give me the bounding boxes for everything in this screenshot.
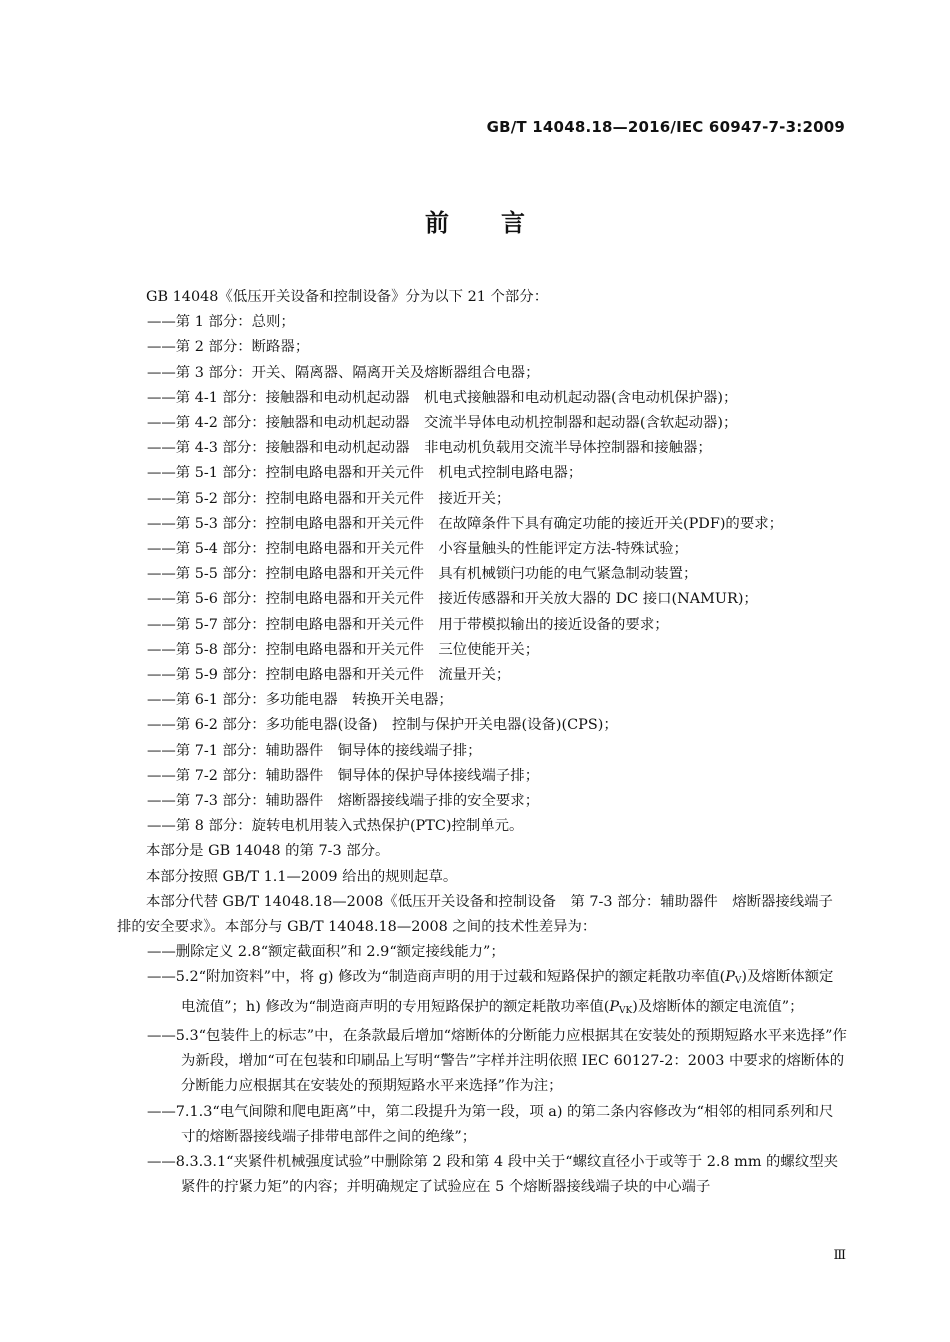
- part-text: 第 5-7 部分：控制电路电器和开关元件 用于带模拟输出的接近设备的要求；: [175, 616, 669, 633]
- part-item: ——第 8 部分：旋转电机用装入式热保护(PTC)控制单元。: [147, 818, 524, 835]
- part-item: ——第 1 部分：总则；: [147, 314, 295, 331]
- part-text: 第 5-1 部分：控制电路电器和开关元件 机电式控制电路电器；: [175, 465, 583, 482]
- part-item: ——第 7-3 部分：辅助器件 熔断器接线端子排的安全要求；: [147, 793, 540, 810]
- part-text: 第 5-3 部分：控制电路电器和开关元件 在故障条件下具有确定功能的接近开关(PDF)的要求；: [175, 515, 783, 532]
- foreword-body: [117, 285, 847, 1200]
- change-item: ——删除定义 2.8“额定截面积”和 2.9“额定接线能力”；: [147, 944, 505, 961]
- part-item: ——第 5-7 部分：控制电路电器和开关元件 用于带模拟输出的接近设备的要求；: [147, 616, 669, 633]
- change-text: 5.2“附加资料”中，将 g) 修改为“制造商声明的用于过载和短路保护的额定耗散功率值(: [175, 969, 726, 986]
- statement-part: 本部分是 GB 14048 的第 7-3 部分。: [146, 843, 390, 860]
- part-item: ——第 5-2 部分：控制电路电器和开关元件 接近开关；: [147, 490, 511, 507]
- symbol-p: P: [725, 969, 735, 986]
- part-item: ——第 5-1 部分：控制电路电器和开关元件 机电式控制电路电器；: [147, 465, 583, 482]
- change-text: )及熔断体额定电流值”；h) 修改为“制造商声明的专用短路保护的额定耗散功率值(: [181, 969, 834, 1015]
- page-title: 前言: [425, 209, 577, 237]
- change-item: ——5.2“附加资料”中，将 g) 修改为“制造商声明的用于过载和短路保护的额定耗散功率值$(P_V)$及熔断体额定电流值”；h) 修改为“制造商声明的专用短路保护的额定耗散功率值$(P_{VK})$及熔断体的额定电流值”；: [147, 969, 834, 1016]
- part-text: 第 1 部分：总则；: [175, 314, 295, 331]
- change-text: )及熔断体的额定电流值”；: [632, 998, 804, 1015]
- part-text: 第 5-8 部分：控制电路电器和开关元件 三位使能开关；: [175, 641, 540, 658]
- part-text: 第 2 部分：断路器；: [175, 339, 310, 356]
- change-item: ——8.3.3.1“夹紧件机械强度试验”中删除第 2 段和第 4 段中关于“螺纹直径小于或等于 2.8 mm 的螺纹型夹紧件的拧紧力矩”的内容；并明确规定了试验应在 5 个熔断器接线端子块的中心端子: [147, 1153, 838, 1196]
- part-item: ——第 6-2 部分：多功能电器(设备) 控制与保护开关电器(设备)(CPS)；: [147, 717, 618, 734]
- part-item: ——第 6-1 部分：多功能电器 转换开关电器；: [147, 692, 453, 709]
- statement-drafting: 本部分按照 GB/T 1.1—2009 给出的规则起草。: [146, 868, 458, 885]
- part-item: ——第 4-3 部分：接触器和电动机起动器 非电动机负载用交流半导体控制器和接触器；: [147, 440, 712, 457]
- part-item: ——第 7-1 部分：辅助器件 铜导体的接线端子排；: [147, 742, 482, 759]
- part-text: 第 7-2 部分：辅助器件 铜导体的保护导体接线端子排；: [175, 767, 540, 784]
- standard-id-header: GB/T 14048.18—2016/IEC 60947-7-3:2009: [486, 118, 845, 136]
- change-text: 8.3.3.1“夹紧件机械强度试验”中删除第 2 段和第 4 段中关于“螺纹直径小于或等于 2.8 mm 的螺纹型夹紧件的拧紧力矩”的内容；并明确规定了试验应在 5 个熔断器接线端子块的中心端子: [175, 1153, 838, 1196]
- part-text: 第 8 部分：旋转电机用装入式热保护(PTC)控制单元。: [175, 818, 524, 835]
- statement-replacement: 本部分代替 GB/T 14048.18—2008《低压开关设备和控制设备 第 7-3 部分：辅助器件 熔断器接线端子排的安全要求》。本部分与 GB/T 14048.18—2008 之间的技术性差异为：: [117, 893, 833, 936]
- part-item: ——第 3 部分：开关、隔离器、隔离开关及熔断器组合电器；: [147, 364, 540, 381]
- part-item: ——第 4-2 部分：接触器和电动机起动器 交流半导体电动机控制器和起动器(含软起动器)；: [147, 415, 738, 432]
- change-item: ——5.3“包装件上的标志”中，在条款最后增加“熔断体的分断能力应根据其在安装处的预期短路水平来选择”作为新段，增加“可在包装和印刷品上写明“警告”字样并注明依照 IEC 60127-2：2003 中要求的熔断体的分断能力应根据其在安装处的预期短路水平来选择”作为注；: [147, 1027, 847, 1095]
- change-text: 7.1.3“电气间隙和爬电距离”中，第二段提升为第一段，项 a) 的第二条内容修改为“相邻的相同系列和尺寸的熔断器接线端子排带电部件之间的绝缘”；: [175, 1103, 834, 1145]
- part-item: ——第 4-1 部分：接触器和电动机起动器 机电式接触器和电动机起动器(含电动机保护器)；: [147, 389, 738, 406]
- parts-list: [117, 310, 847, 839]
- part-text: 第 4-1 部分：接触器和电动机起动器 机电式接触器和电动机起动器(含电动机保护器)；: [175, 389, 738, 406]
- intro-paragraph: GB 14048《低压开关设备和控制设备》分为以下 21 个部分：: [146, 289, 549, 305]
- part-text: 第 5-4 部分：控制电路电器和开关元件 小容量触头的性能评定方法-特殊试验；: [175, 541, 688, 558]
- change-item: ——7.1.3“电气间隙和爬电距离”中，第二段提升为第一段，项 a) 的第二条内容修改为“相邻的相同系列和尺寸的熔断器接线端子排带电部件之间的绝缘”；: [147, 1103, 834, 1145]
- part-item: ——第 5-9 部分：控制电路电器和开关元件 流量开关；: [147, 667, 511, 684]
- page-number: Ⅲ: [833, 1248, 846, 1263]
- change-text: 删除定义 2.8“额定截面积”和 2.9“额定接线能力”；: [175, 944, 505, 961]
- part-text: 第 5-9 部分：控制电路电器和开关元件 流量开关；: [175, 667, 511, 684]
- part-text: 第 3 部分：开关、隔离器、隔离开关及熔断器组合电器；: [175, 364, 540, 381]
- part-text: 第 4-2 部分：接触器和电动机起动器 交流半导体电动机控制器和起动器(含软起动器)；: [175, 415, 738, 432]
- part-item: ——第 2 部分：断路器；: [147, 339, 310, 356]
- part-text: 第 4-3 部分：接触器和电动机起动器 非电动机负载用交流半导体控制器和接触器；: [175, 440, 712, 457]
- subscript-vk: VK: [619, 1005, 633, 1016]
- part-text: 第 6-1 部分：多功能电器 转换开关电器；: [175, 692, 453, 709]
- part-item: ——第 5-4 部分：控制电路电器和开关元件 小容量触头的性能评定方法-特殊试验；: [147, 541, 688, 558]
- change-text: 5.3“包装件上的标志”中，在条款最后增加“熔断体的分断能力应根据其在安装处的预期短路水平来选择”作为新段，增加“可在包装和印刷品上写明“警告”字样并注明依照 IEC 60127-2：2003 中要求的熔断体的分断能力应根据其在安装处的预期短路水平来选择”作为注；: [175, 1027, 847, 1095]
- part-text: 第 6-2 部分：多功能电器(设备) 控制与保护开关电器(设备)(CPS)；: [175, 717, 618, 734]
- part-item: ——第 5-5 部分：控制电路电器和开关元件 具有机械锁闩功能的电气紧急制动装置；: [147, 566, 698, 583]
- part-text: 第 5-2 部分：控制电路电器和开关元件 接近开关；: [175, 490, 511, 507]
- part-item: ——第 5-6 部分：控制电路电器和开关元件 接近传感器和开关放大器的 DC 接口(NAMUR)；: [147, 591, 758, 608]
- part-text: 第 5-6 部分：控制电路电器和开关元件 接近传感器和开关放大器的 DC 接口(NAMUR)；: [175, 591, 758, 608]
- part-item: ——第 7-2 部分：辅助器件 铜导体的保护导体接线端子排；: [147, 767, 540, 784]
- subscript-v: V: [734, 976, 742, 987]
- part-text: 第 5-5 部分：控制电路电器和开关元件 具有机械锁闩功能的电气紧急制动装置；: [175, 566, 698, 583]
- part-text: 第 7-3 部分：辅助器件 熔断器接线端子排的安全要求；: [175, 793, 540, 810]
- part-text: 第 7-1 部分：辅助器件 铜导体的接线端子排；: [175, 742, 482, 759]
- symbol-p: P: [609, 998, 620, 1015]
- part-item: ——第 5-8 部分：控制电路电器和开关元件 三位使能开关；: [147, 641, 540, 658]
- part-item: ——第 5-3 部分：控制电路电器和开关元件 在故障条件下具有确定功能的接近开关(PDF)的要求；: [147, 515, 783, 532]
